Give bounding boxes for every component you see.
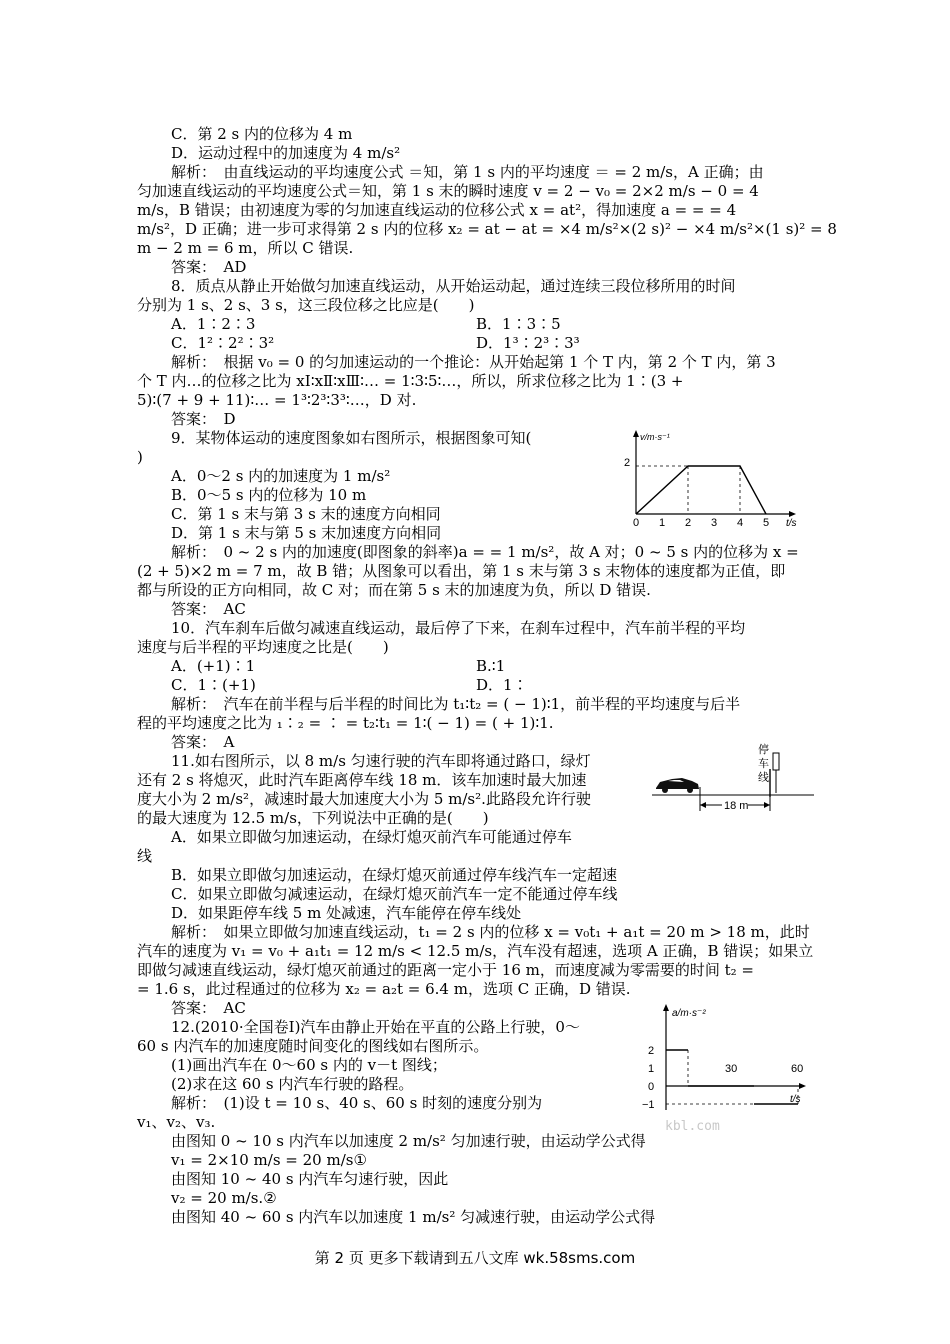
analysis-q12-line4: v₁ = 2×10 m/s = 20 m/s① [171,1151,367,1169]
question-10-line1: 10．汽车刹车后做匀减速直线运动，最后停了下来，在刹车过程中，汽车前半程的平均 [171,619,746,637]
velocity-time-graph [610,428,810,530]
graph1-xtick-4: 4 [737,517,744,529]
graph1-xlabel: t/s [786,518,797,529]
option-d-q11: D．如果距停车线 5 m 处减速，汽车能停在停车线处 [171,904,522,922]
question-8-line2: 分别为 1 s、2 s、3 s，这三段位移之比应是( ) [137,296,475,314]
analysis-q12-line5: 由图知 10 ~ 40 s 内汽车匀速行驶，因此 [171,1170,449,1188]
option-c-q8: C．1²∶2²∶3² [171,334,275,352]
analysis-q9-line1: 解析： 0 ~ 2 s 内的加速度(即图象的斜率)a = = 1 m/s²，故 A 对；0 ~ 5 s 内的位移为 x = [171,543,799,561]
analysis-q11-line4: = 1.6 s，此过程通过的位移为 x₂ = a₂t = 6.4 m，选项 C 正确，D 错误. [137,980,631,998]
traffic-light [773,753,779,770]
analysis-q10-line1: 解析： 汽车在前半程与后半程的时间比为 t₁∶t₂ = ( − 1)∶1，前半程的平均速度与后半 [171,695,741,713]
distance-arrow-left [700,802,706,808]
analysis-q8-line2: 个 T 内…的位移之比为 xⅠ∶xⅡ∶xⅢ∶… = 1∶3∶5∶…，所以，所求位移之比为 1∶(3 + [137,372,684,390]
analysis-q7-line3: m/s，B 错误；由初速度为零的匀加速直线运动的位移公式 x = at²，得加速度 a = = = 4 [137,201,737,219]
answer-q11: 答案： AC [171,999,246,1017]
answer-q7: 答案： AD [171,258,247,276]
graph2-ytick-0: 2 [648,1045,655,1057]
option-d-q10: D．1∶ [476,676,528,694]
graph2-xtick-60: 60 [791,1063,804,1075]
acceleration-time-graph [636,998,818,1116]
graph2-y-arrow [663,1004,669,1011]
analysis-q10-line2: 程的平均速度之比为 ₁∶₂ = ∶ = t₂∶t₁ = 1∶( − 1) = ( + 1)∶1. [137,714,554,732]
graph2-xlabel: t/s [790,1094,801,1105]
car-icon [656,778,699,793]
option-c-q9: C．第 1 s 末与第 3 s 末的速度方向相同 [171,505,441,523]
graph1-xtick-3: 3 [711,517,718,529]
analysis-q9-line3: 都与所设的正方向相同，故 C 对；而在第 5 s 末的加速度为负，所以 D 错误. [137,581,651,599]
graph1-xtick-5: 5 [763,517,770,529]
question-11-line1: 11.如右图所示，以 8 m/s 匀速行驶的汽车即将通过路口，绿灯 [171,752,591,770]
graph2-xtick-30: 30 [725,1063,738,1075]
option-a-q11-line2: 线 [137,847,153,865]
analysis-q8-line3: 5)∶(7 + 9 + 11)∶… = 1³∶2³∶3³∶…，D 对. [137,391,417,409]
stop-label-1: 停 [758,744,769,756]
analysis-q12-line2: v₁、v₂、v₃. [137,1113,216,1131]
question-11-line3: 度大小为 2 m/s²，减速时最大加速度大小为 5 m/s².此路段允许行驶 [137,790,591,808]
option-d-q9: D．第 1 s 末与第 5 s 末加速度方向相同 [171,524,442,542]
analysis-q12-line6: v₂ = 20 m/s.② [171,1189,277,1207]
option-b-q9: B．0～5 s 内的位移为 10 m [171,486,367,504]
graph1-xtick-1: 1 [659,517,666,529]
analysis-q11-line2: 汽车的速度为 v₁ = v₀ + a₁t₁ = 12 m/s < 12.5 m/s，汽车没有超速，选项 A 正确，B 错误；如果立 [137,942,814,960]
question-9-line1: 9．某物体运动的速度图象如右图所示，根据图象可知( [171,429,532,447]
option-d-q7: D．运动过程中的加速度为 4 m/s² [171,144,401,162]
graph1-velocity-line [636,466,766,514]
car-stopline-figure [652,741,814,819]
option-c-q11: C．如果立即做匀减速运动，在绿灯熄灭前汽车一定不能通过停车线 [171,885,618,903]
answer-q9: 答案： AC [171,600,246,618]
graph2-ylabel: a/m·s⁻² [672,1008,706,1019]
option-b-q8: B．1∶3∶5 [476,315,561,333]
option-d-q8: D．1³∶2³∶3³ [476,334,580,352]
graph1-ylabel: v/m·s⁻¹ [640,432,670,442]
question-11-line2: 还有 2 s 将熄灭，此时汽车距离停车线 18 m．该车加速时最大加速 [137,771,587,789]
analysis-q11-line1: 解析： 如果立即做匀加速直线运动，t₁ = 2 s 内的位移 x = v₀t₁ + a₁t = 20 m > 18 m，此时 [171,923,810,941]
answer-q8: 答案： D [171,410,236,428]
analysis-q11-line3: 即做匀减速直线运动，绿灯熄灭前通过的距离一定小于 16 m，而速度减为零需要的时间 t₂ = [137,961,754,979]
option-a-q11-line1: A．如果立即做匀加速运动，在绿灯熄灭前汽车可能通过停车 [171,828,572,846]
answer-q10: 答案： A [171,733,235,751]
option-a-q9: A．0～2 s 内的加速度为 1 m/s² [171,467,391,485]
option-b-q10: B.∶1 [476,657,506,675]
analysis-q12-line3: 由图知 0 ~ 10 s 内汽车以加速度 2 m/s² 匀加速行驶，由运动学公式得 [171,1132,646,1150]
graph1-ytick: 2 [624,457,631,469]
question-11-line4: 的最大速度为 12.5 m/s，下列说法中正确的是( ) [137,809,489,827]
option-a-q8: A．1∶2∶3 [171,315,256,333]
graph2-x-arrow [799,1083,806,1089]
analysis-q9-line2: (2 + 5)×2 m = 7 m，故 B 错；从图象可以看出，第 1 s 末与第 3 s 末物体的速度都为正值，即 [137,562,786,580]
option-c-q7: C．第 2 s 内的位移为 4 m [171,125,353,143]
question-12-part2: (2)求在这 60 s 内汽车行驶的路程。 [171,1075,414,1093]
question-12-part1: (1)画出汽车在 0～60 s 内的 v－t 图线； [171,1056,447,1074]
option-c-q10: C．1∶(+1) [171,676,256,694]
page-footer: 第 2 页 更多下载请到五八文库 wk.58sms.com [314,1249,636,1267]
analysis-q8-line1: 解析： 根据 v₀ = 0 的匀加速运动的一个推论：从开始起第 1 个 T 内，第 2 个 T 内，第 3 [171,353,776,371]
distance-label: 18 m [724,800,749,812]
graph2-ytick-2: 0 [648,1081,655,1093]
graph2-ytick-1: 1 [648,1063,655,1075]
question-12-line1: 12.(2010·全国卷Ⅰ)汽车由静止开始在平直的公路上行驶，0～ [171,1018,580,1036]
analysis-q12-line7: 由图知 40 ~ 60 s 内汽车以加速度 1 m/s² 匀减速行驶，由运动学公式得 [171,1208,656,1226]
distance-arrow-right [764,802,770,808]
graph2-ytick-3: −1 [642,1099,655,1111]
analysis-q7-line1: 解析： 由直线运动的平均速度公式 ＝知，第 1 s 内的平均速度 ＝ = 2 m/s，A 正确；由 [171,163,764,181]
graph1-xtick-2: 2 [685,517,692,529]
analysis-q12-line1: 解析： (1)设 t = 10 s、40 s、60 s 时刻的速度分别为 [171,1094,543,1112]
option-a-q10: A．(+1)∶1 [171,657,256,675]
analysis-q7-line5: m − 2 m = 6 m，所以 C 错误. [137,239,354,257]
analysis-q7-line2: 匀加速直线运动的平均速度公式＝知，第 1 s 末的瞬时速度 v = 2 − v₀ = 2×2 m/s − 0 = 4 [137,182,759,200]
watermark: kbl.com [665,1119,720,1134]
question-8-line1: 8．质点从静止开始做匀加速直线运动，从开始运动起，通过连续三段位移所用的时间 [171,277,736,295]
analysis-q7-line4: m/s²，D 正确；进一步可求得第 2 s 内的位移 x₂ = at − at = ×4 m/s²×(2 s)² − ×4 m/s²×(1 s)² = 8 [137,220,837,238]
stop-label-3: 线 [758,772,769,784]
graph1-y-arrow [633,430,639,437]
option-b-q11: B．如果立即做匀加速运动，在绿灯熄灭前通过停车线汽车一定超速 [171,866,618,884]
stop-label-2: 车 [758,758,769,770]
graph1-xtick-0: 0 [633,517,640,529]
question-10-line2: 速度与后半程的平均速度之比是( ) [137,638,389,656]
question-9-line2: ) [137,448,143,466]
question-12-line2: 60 s 内汽车的加速度随时间变化的图线如右图所示。 [137,1037,489,1055]
graph1-x-arrow [789,511,796,517]
